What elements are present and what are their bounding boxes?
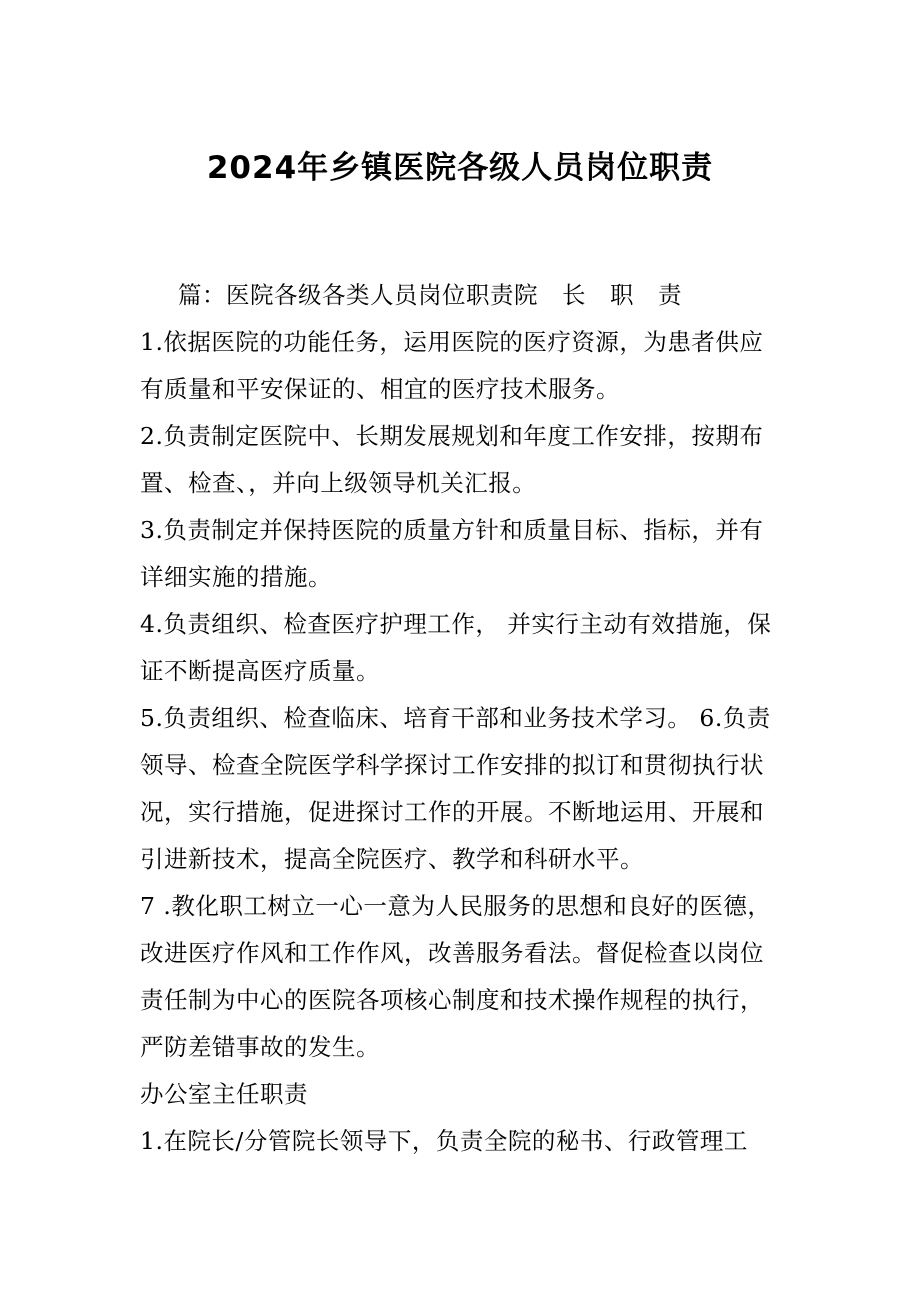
body-line: 7 .教化职工树立一心一意为人民服务的思想和良好的医德，: [140, 892, 772, 920]
section-heading-line: 办公室主任职责: [140, 1080, 308, 1108]
body-line: 1.在院长/分管院长领导下，负责全院的秘书、行政管理工: [140, 1127, 748, 1155]
body-line: 领导、检查全院医学科学探讨工作安排的拟订和贯彻执行状: [140, 751, 764, 779]
body-line: 5.负责组织、检查临床、培育干部和业务技术学习。 6.负责: [140, 704, 771, 732]
body-line: 详细实施的措施。: [140, 563, 332, 591]
document-body: [140, 272, 790, 1165]
document-title: 2024年乡镇医院各级人员岗位职责: [206, 150, 714, 186]
body-line: 证不断提高医疗质量。: [140, 657, 380, 685]
body-line: 1.依据医院的功能任务，运用医院的医疗资源，为患者供应: [140, 328, 764, 356]
body-line: 有质量和平安保证的、相宜的医疗技术服务。: [140, 375, 620, 403]
body-line: 改进医疗作风和工作作风，改善服务看法。督促检查以岗位: [140, 939, 764, 967]
body-line: 2.负责制定医院中、长期发展规划和年度工作安排，按期布: [140, 422, 764, 450]
section-heading-line: 篇：医院各级各类人员岗位职责院 长 职 责: [178, 281, 682, 309]
body-line: 置、检查、，并向上级领导机关汇报。: [140, 469, 537, 497]
body-line: 严防差错事故的发生。: [140, 1033, 380, 1061]
body-line: 况，实行措施，促进探讨工作的开展。不断地运用、开展和: [140, 798, 764, 826]
body-line: 4.负责组织、检查医疗护理工作， 并实行主动有效措施，保: [140, 610, 772, 638]
body-line: 3.负责制定并保持医院的质量方针和质量目标、指标，并有: [140, 516, 764, 544]
body-line: 责任制为中心的医院各项核心制度和技术操作规程的执行，: [140, 986, 764, 1014]
body-line: 引进新技术，提高全院医疗、教学和科研水平。: [140, 845, 644, 873]
